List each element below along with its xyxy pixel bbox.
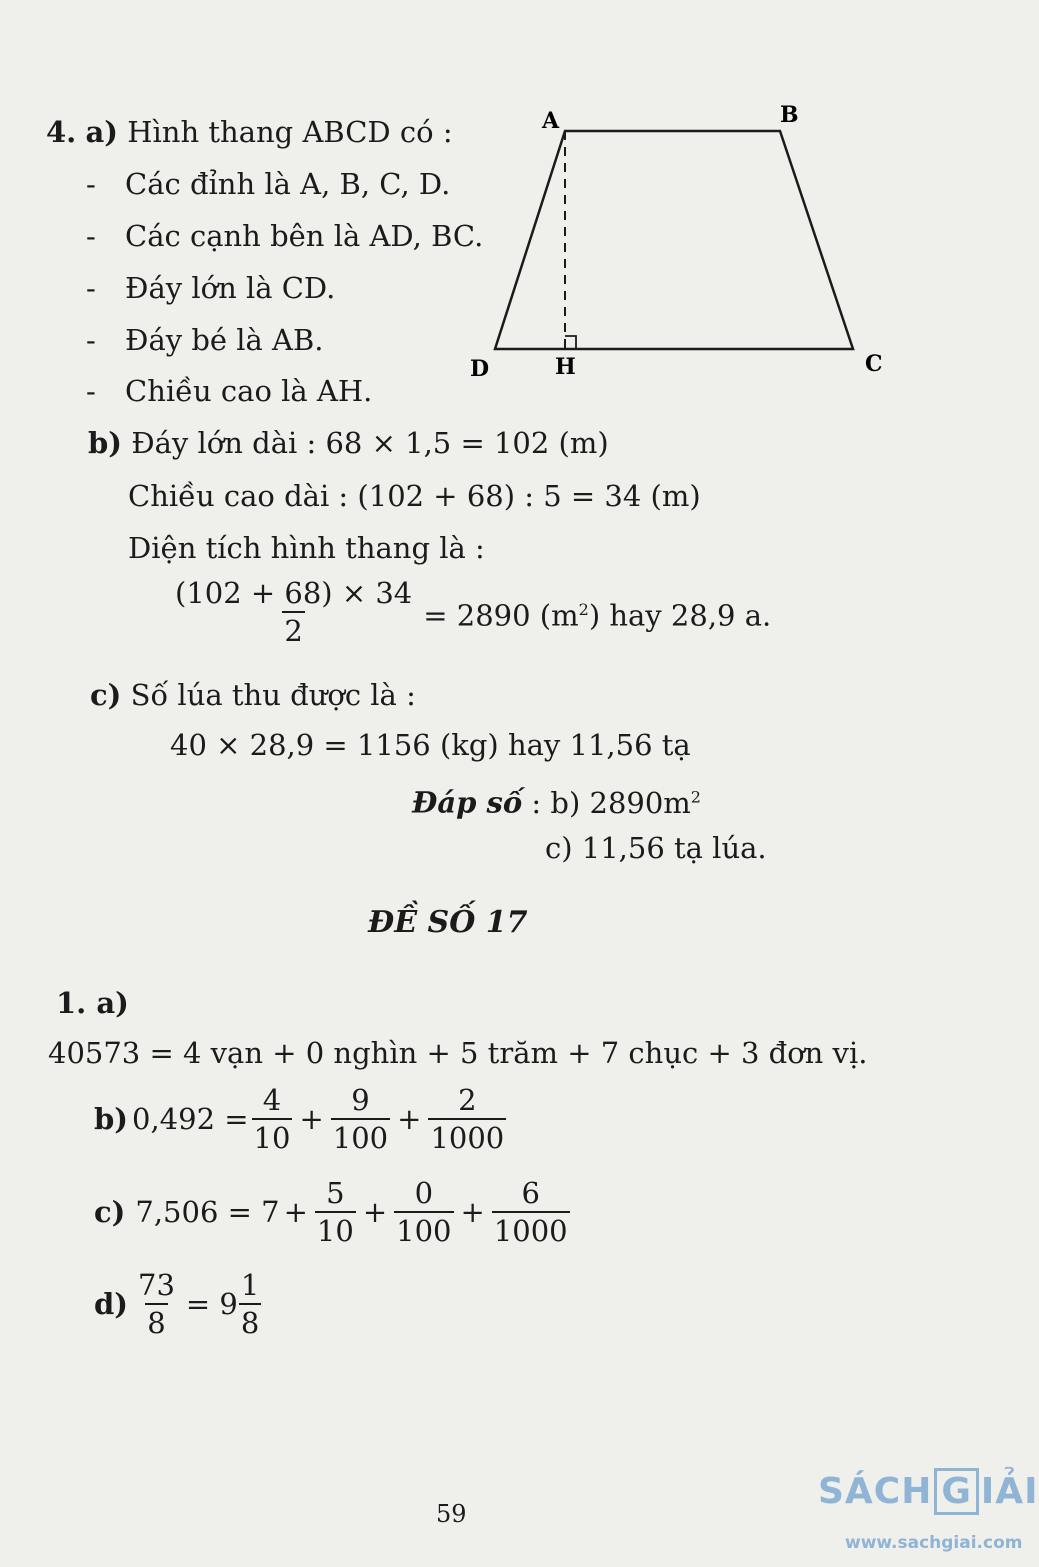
vertex-d-label: D bbox=[470, 356, 490, 382]
q1d-label: d) bbox=[94, 1287, 128, 1322]
fraction: $\frac{4}{10}$ bbox=[253, 1083, 291, 1156]
page-number: 59 bbox=[436, 1500, 467, 1528]
q1d-expression bbox=[94, 1270, 264, 1339]
area-fraction bbox=[173, 578, 414, 647]
plus-sign: + bbox=[299, 1102, 324, 1137]
fraction: $\frac{0}{100}$ bbox=[396, 1176, 452, 1249]
bullet: - bbox=[86, 167, 96, 201]
q4c-label: c) bbox=[90, 678, 122, 712]
q4a-line-text: Chiều cao là AH. bbox=[125, 374, 373, 408]
fraction: $\frac{73}{8}$ bbox=[138, 1268, 175, 1341]
bullet: - bbox=[86, 271, 96, 305]
q4a-label: a) bbox=[85, 115, 119, 149]
q4a-line-text: Đáy lớn là CD. bbox=[125, 271, 336, 305]
q4b-text-1: Đáy lớn dài : 68 × 1,5 = 102 (m) bbox=[131, 426, 609, 460]
q4-answer-b bbox=[412, 779, 701, 821]
q4a-line-4 bbox=[86, 322, 324, 358]
fraction: $\frac{2}{1000}$ bbox=[430, 1083, 505, 1156]
vertex-c-label: C bbox=[865, 351, 883, 377]
q4b-line-2: Chiều cao dài : (102 + 68) : 5 = 34 (m) bbox=[128, 479, 701, 513]
vertex-a-label: A bbox=[542, 108, 560, 134]
answer-label: Đáp số bbox=[412, 785, 523, 820]
q4b-area-formula bbox=[170, 578, 771, 647]
q4a-line-5 bbox=[86, 373, 372, 409]
q4a-intro: Hình thang ABCD có : bbox=[127, 115, 453, 149]
watermark-url: www.sachgiai.com bbox=[845, 1533, 1023, 1553]
section-title: ĐỀ SỐ 17 bbox=[368, 905, 528, 940]
q1-label: 1. a) bbox=[56, 986, 129, 1020]
q4a-line-1 bbox=[86, 166, 450, 202]
q1c-label: c) bbox=[94, 1195, 126, 1230]
q4-answer-c: c) 11,56 tạ lúa. bbox=[545, 831, 767, 865]
bullet: - bbox=[86, 323, 96, 357]
q4-number: 4. bbox=[46, 115, 77, 149]
area-denominator: 2 bbox=[282, 611, 304, 646]
q4a-line-text: Đáy bé là AB. bbox=[125, 323, 324, 357]
q4b-line-1 bbox=[88, 425, 609, 461]
q1b-label: b) bbox=[94, 1102, 128, 1137]
trapezoid-abcd bbox=[495, 131, 853, 349]
mixed-fraction: $\frac{1}{8}$ bbox=[240, 1268, 260, 1341]
watermark-logo: SÁCH G IẢI bbox=[818, 1468, 1039, 1515]
q1a-line: 40573 = 4 vạn + 0 nghìn + 5 trăm + 7 chục + 3 đơn vị. bbox=[48, 1036, 868, 1070]
plus-sign: + bbox=[362, 1195, 388, 1230]
q4-heading bbox=[46, 114, 453, 150]
q4a-line-text: Các cạnh bên là AD, BC. bbox=[125, 219, 484, 253]
plus-sign: + bbox=[283, 1195, 308, 1230]
fraction: $\frac{5}{10}$ bbox=[316, 1176, 354, 1249]
bullet: - bbox=[86, 374, 96, 408]
bullet: - bbox=[86, 219, 96, 253]
fraction: $\frac{6}{1000}$ bbox=[493, 1176, 568, 1249]
q1c-expression bbox=[94, 1178, 573, 1247]
right-angle-mark bbox=[565, 336, 576, 349]
q4b-label: b) bbox=[88, 426, 122, 460]
answer-b-text: : b) $2890m^2$ bbox=[531, 785, 701, 820]
fraction: $\frac{9}{100}$ bbox=[332, 1083, 389, 1156]
q4c-line-2: 40 × 28,9 = 1156 (kg) hay 11,56 tạ bbox=[170, 728, 691, 762]
q1c-lhs: 7,506 = 7 bbox=[135, 1195, 280, 1230]
q1d-equals: = 9 bbox=[185, 1287, 238, 1322]
q4a-line-3 bbox=[86, 270, 335, 306]
plus-sign: + bbox=[397, 1102, 422, 1137]
area-numerator: (102 + 68) × 34 bbox=[175, 576, 413, 610]
q4c-line-1 bbox=[90, 677, 416, 713]
q4a-line-text: Các đỉnh là A, B, C, D. bbox=[125, 167, 451, 201]
q1b-expression bbox=[94, 1085, 509, 1154]
plus-sign: + bbox=[460, 1195, 485, 1230]
q4b-line-3: Diện tích hình thang là : bbox=[128, 531, 485, 565]
q4c-text-1: Số lúa thu được là : bbox=[130, 678, 416, 712]
q1b-lhs: 0,492 = bbox=[132, 1102, 249, 1137]
area-result: = 2890 $(m^2)$ hay 28,9 a. bbox=[423, 598, 772, 633]
trapezoid-figure bbox=[460, 100, 900, 390]
point-h-label: H bbox=[555, 354, 576, 380]
q4a-line-2 bbox=[86, 218, 483, 254]
vertex-b-label: B bbox=[780, 102, 799, 128]
